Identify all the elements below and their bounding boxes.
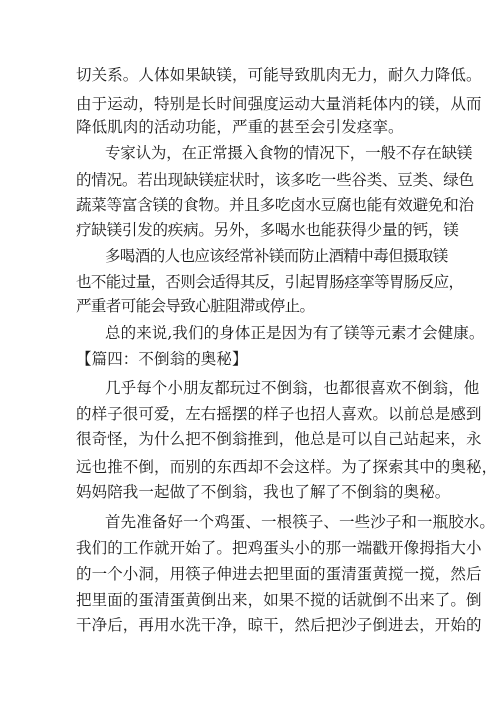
text-line: 远也推不倒，而别的东西却不会这样。为了探索其中的奥秘，: [76, 458, 498, 476]
text-line: 干净后，再用水洗干净，晾干，然后把沙子倒进去，开始的: [76, 616, 482, 634]
text-line: 的样子很可爱，左右摇摆的样子也招人喜欢。以前总是感到: [76, 405, 482, 423]
text-line: 疗缺镁引发的疾病。另外，多喝水也能获得少量的钙，镁: [76, 221, 459, 239]
text-line: 把里面的蛋清蛋黄倒出来，如果不搅的话就倒不出来了。倒: [76, 591, 482, 609]
text-line: 的一个小洞，用筷子伸进去把里面的蛋清蛋黄搅一搅，然后: [76, 565, 482, 583]
text-line: 几乎每个小朋友都玩过不倒翁，也都很喜欢不倒翁，他: [105, 379, 480, 397]
text-line: 妈妈陪我一起做了不倒翁，我也了解了不倒翁的奥秘。: [76, 483, 451, 501]
text-line: 由于运动，特别是长时间强度运动大量消耗体内的镁，从而: [76, 95, 482, 113]
text-line: 专家认为，在正常摄入食物的情况下，一般不存在缺镁: [105, 144, 473, 162]
text-line: 的情况。若出现缺镁症状时，该多吃一些谷类、豆类、绿色: [76, 171, 474, 189]
section-heading: 【篇四：不倒翁的奥秘】: [76, 350, 248, 368]
text-line: 切关系。人体如果缺镁，可能导致肌肉无力，耐久力降低。: [76, 66, 482, 84]
text-line: 多喝酒的人也应该经常补镁而防止酒精中毒但摄取镁: [105, 247, 448, 265]
text-line: 严重者可能会导致心脏阻滞或停止。: [76, 297, 315, 315]
text-line: 也不能过量，否则会适得其反，引起胃肠痉挛等胃肠反应，: [76, 273, 464, 291]
text-line: 很奇怪，为什么把不倒翁推到，他总是可以自己站起来，永: [76, 430, 482, 448]
text-line: 首先准备好一个鸡蛋、一根筷子、一些沙子和一瓶胶水。: [105, 513, 496, 531]
text-line: 蔬菜等富含镁的食物。并且多吃卤水豆腐也能有效避免和治: [76, 196, 474, 214]
text-line: 降低肌肉的活动功能，严重的甚至会引发痉挛。: [76, 118, 404, 136]
text-line: 总的来说,我们的身体正是因为有了镁等元素才会健康。: [105, 324, 485, 342]
text-line: 我们的工作就开始了。把鸡蛋头小的那一端戳开像拇指大小: [76, 539, 482, 557]
